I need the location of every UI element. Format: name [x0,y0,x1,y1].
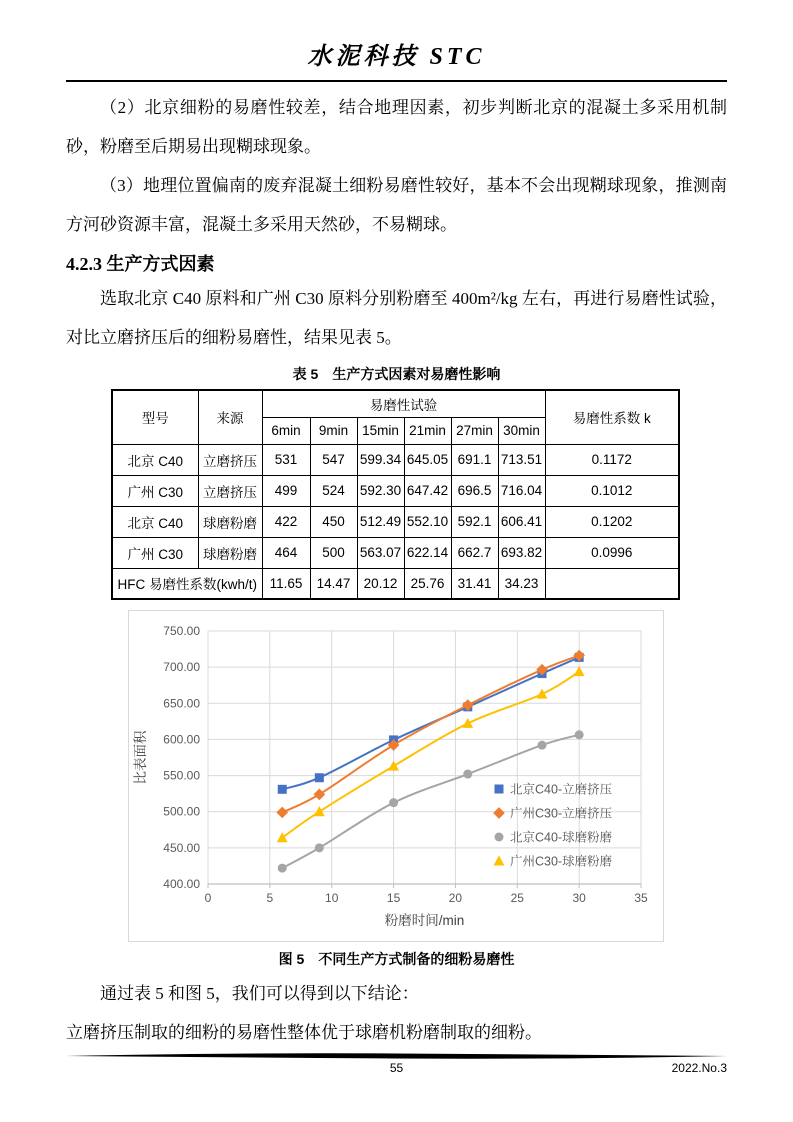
cell-value: 606.41 [498,506,545,537]
paragraph: （2）北京细粉的易磨性较差，结合地理因素，初步判断北京的混凝土多采用机制砂，粉磨至后期易出现糊球现象。 [66,98,727,156]
cell-model: 北京 C40 [112,506,198,537]
cell-model: 广州 C30 [112,475,198,506]
column-header-k: 易磨性系数 k [545,390,679,444]
method-paragraph-block [66,279,727,357]
legend-label: 北京C40-立磨挤压 [510,782,613,797]
page-number: 55 [389,1061,404,1075]
square-marker [315,773,324,782]
column-header-model: 型号 [112,390,198,444]
journal-title: 水泥科技 STC [307,44,486,70]
y-tick-label: 500.00 [163,804,200,819]
cell-value: 11.65 [262,568,310,599]
cell-hfc-label: HFC 易磨性系数(kwh/t) [112,568,262,599]
column-header-time: 21min [404,417,451,444]
cell-value: 499 [262,475,310,506]
cell-k: 0.0996 [545,537,679,568]
circle-marker [575,730,584,739]
x-axis-title: 粉磨时间/min [384,913,465,928]
cell-value: 647.42 [404,475,451,506]
column-header-time: 27min [451,417,498,444]
cell-value: 713.51 [498,444,545,475]
grindability-table [111,389,680,600]
cell-value: 592.30 [357,475,404,506]
cell-value: 716.04 [498,475,545,506]
cell-value: 622.14 [404,537,451,568]
y-tick-label: 400.00 [163,877,200,891]
cell-value: 592.1 [451,506,498,537]
cell-value: 693.82 [498,537,545,568]
table-caption: 表 5 生产方式因素对易磨性影响 [292,366,501,382]
y-tick-label: 700.00 [163,660,200,675]
cell-value: 696.5 [451,475,498,506]
cell-value: 500 [310,537,357,568]
cell-value: 34.23 [498,568,545,599]
cell-k-empty [545,568,679,599]
cell-k: 0.1172 [545,444,679,475]
triangle-marker [537,689,548,699]
column-header-time: 9min [310,417,357,444]
circle-marker [389,798,398,807]
chart-svg [129,611,663,941]
column-header-time: 30min [498,417,545,444]
y-tick-label: 650.00 [163,696,200,711]
x-tick-label: 10 [325,891,339,905]
x-tick-label: 0 [204,891,212,905]
paragraph: 选取北京 C40 原料和广州 C30 原料分别粉磨至 400m²/kg 左右，再进行易磨性试验，对比立磨挤压后的细粉易磨性，结果见表 5。 [66,289,727,347]
circle-marker [463,770,472,779]
legend-label: 广州C30-球磨粉磨 [510,854,613,869]
table-row [112,444,679,475]
column-header-group: 易磨性试验 [262,390,545,417]
table-row [112,475,679,506]
cell-value: 645.05 [404,444,451,475]
table-footer-row [112,568,679,599]
x-tick-label: 20 [448,891,463,905]
line-chart [128,610,664,942]
table-row [112,537,679,568]
cell-k: 0.1012 [545,475,679,506]
cell-value: 662.7 [451,537,498,568]
cell-value: 524 [310,475,357,506]
cell-value: 563.07 [357,537,404,568]
column-header-time: 6min [262,417,310,444]
x-tick-label: 30 [572,891,586,905]
triangle-marker [314,806,325,816]
figure-caption: 图 5 不同生产方式制备的细粉易磨性 [278,951,515,967]
triangle-marker [277,832,288,842]
x-tick-label: 25 [510,891,524,905]
paragraph: （3）地理位置偏南的废弃混凝土细粉易磨性较好，基本不会出现糊球现象，推测南方河砂资源丰富，混凝土多采用天然砂，不易糊球。 [66,176,727,234]
y-tick-label: 550.00 [163,768,200,783]
cell-source: 球磨粉磨 [198,506,262,537]
cell-source: 球磨粉磨 [198,537,262,568]
diamond-marker [313,789,325,801]
x-tick-label: 35 [634,891,648,905]
cell-model: 北京 C40 [112,444,198,475]
conclusion-paragraphs [66,974,727,1052]
y-tick-label: 600.00 [163,732,200,747]
table-row [112,506,679,537]
circle-marker [538,741,547,750]
paragraph: 通过表 5 和图 5，我们可以得到以下结论： [100,984,419,1003]
triangle-marker [388,761,399,771]
circle-marker [278,864,287,873]
diamond-marker [276,807,288,819]
issue-number: 2022.No.3 [671,1061,727,1075]
cell-model: 广州 C30 [112,537,198,568]
legend-triangle-icon [494,855,505,865]
column-header-source: 来源 [198,390,262,444]
paragraph: 立磨挤压制取的细粉的易磨性整体优于球磨机粉磨制取的细粉。 [66,1023,542,1042]
legend-diamond-icon [493,807,505,819]
cell-value: 691.1 [451,444,498,475]
y-tick-label: 450.00 [163,840,200,855]
section-heading: 4.2.3 生产方式因素 [66,254,215,274]
cell-source: 立磨挤压 [198,444,262,475]
page-footer [66,1061,727,1075]
cell-value: 20.12 [357,568,404,599]
footer-decorative-rule [66,1052,727,1060]
square-marker [278,785,287,794]
header-rule [66,80,727,82]
cell-value: 25.76 [404,568,451,599]
triangle-marker [462,718,473,728]
cell-value: 464 [262,537,310,568]
legend-label: 广州C30-立磨挤压 [510,806,613,821]
cell-source: 立磨挤压 [198,475,262,506]
cell-value: 531 [262,444,310,475]
cell-value: 547 [310,444,357,475]
cell-value: 14.47 [310,568,357,599]
x-tick-label: 5 [266,891,274,905]
circle-marker [315,843,324,852]
legend-label: 北京C40-球磨粉磨 [510,830,613,845]
y-tick-label: 750.00 [163,624,200,638]
legend-square-icon [495,785,504,794]
cell-value: 31.41 [451,568,498,599]
cell-value: 599.34 [357,444,404,475]
cell-value: 450 [310,506,357,537]
legend-circle-icon [495,833,504,842]
cell-value: 512.49 [357,506,404,537]
intro-paragraphs [66,88,727,244]
cell-value: 422 [262,506,310,537]
cell-value: 552.10 [404,506,451,537]
x-tick-label: 15 [386,891,401,905]
column-header-time: 15min [357,417,404,444]
y-axis-title: 比表面积 [133,730,148,785]
cell-k: 0.1202 [545,506,679,537]
